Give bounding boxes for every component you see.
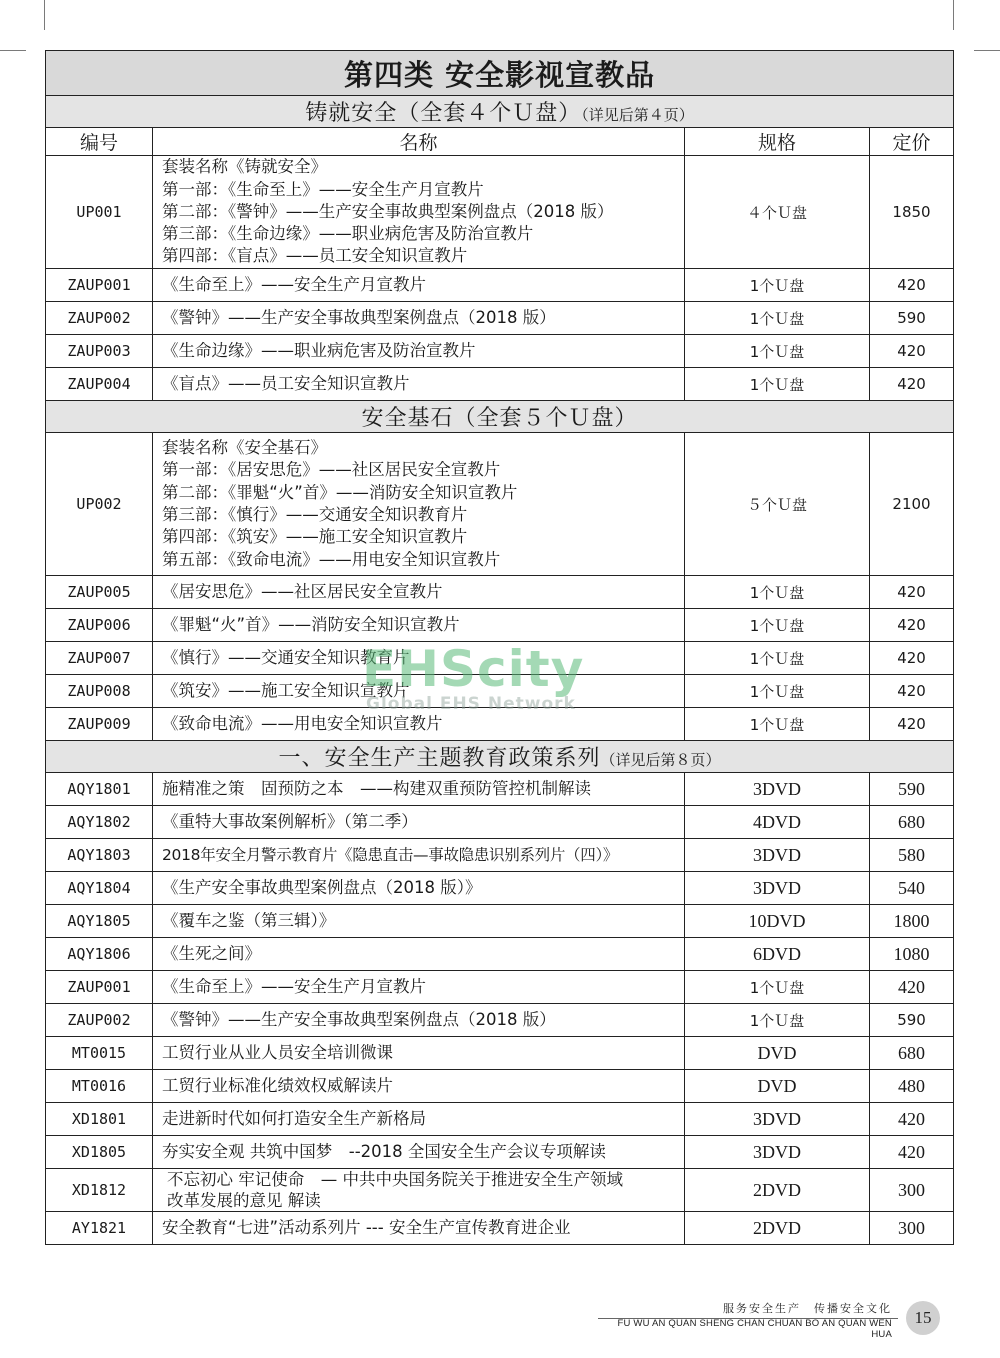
set-line: 第四部：《筑安》——施工安全知识宣教片 bbox=[162, 527, 468, 547]
table-row bbox=[46, 269, 954, 302]
product-code: XD1812 bbox=[46, 1169, 153, 1212]
product-price: 2100 bbox=[870, 433, 954, 576]
product-name: 《慎行》——交通安全知识教育片 bbox=[153, 642, 685, 675]
product-code: UP002 bbox=[46, 433, 153, 576]
table-row bbox=[46, 675, 954, 708]
table-row bbox=[46, 335, 954, 368]
product-name: 《致命电流》——用电安全知识宣教片 bbox=[153, 708, 685, 741]
set-line: 第四部：《盲点》——员工安全知识宣教片 bbox=[162, 246, 468, 266]
watermark-tagline: Global EHS Network bbox=[366, 694, 576, 714]
product-price: 590 bbox=[870, 302, 954, 335]
product-spec: 3DVD bbox=[685, 839, 870, 872]
product-spec: 2DVD bbox=[685, 1212, 870, 1245]
table-row bbox=[46, 905, 954, 938]
name-line: 不忘初心 牢记使命 — 中共中央国务院关于推进安全生产领域 bbox=[167, 1170, 623, 1189]
product-price: 1080 bbox=[870, 938, 954, 971]
name-line: 改革发展的意见 解读 bbox=[167, 1191, 321, 1210]
product-spec: ５个Ｕ盘 bbox=[685, 433, 870, 576]
section-header-row bbox=[46, 96, 954, 128]
product-price: 1800 bbox=[870, 905, 954, 938]
product-name: 工贸行业标准化绩效权威解读片 bbox=[153, 1070, 685, 1103]
table-row bbox=[46, 302, 954, 335]
product-code: ZAUP009 bbox=[46, 708, 153, 741]
product-price: 300 bbox=[870, 1212, 954, 1245]
table-row bbox=[46, 708, 954, 741]
product-spec: 1个Ｕ盘 bbox=[685, 302, 870, 335]
set-line: 第三部：《慎行》——交通安全知识教育片 bbox=[162, 505, 468, 524]
product-code: ZAUP001 bbox=[46, 269, 153, 302]
set-line: 第五部：《致命电流》——用电安全知识宣教片 bbox=[162, 549, 501, 569]
product-name: 《生命至上》——安全生产月宣教片 bbox=[153, 269, 685, 302]
table-row bbox=[46, 872, 954, 905]
column-header-price: 定价 bbox=[870, 128, 954, 156]
product-price: 420 bbox=[870, 269, 954, 302]
table-row bbox=[46, 839, 954, 872]
product-price: 420 bbox=[870, 368, 954, 401]
product-code: ZAUP008 bbox=[46, 675, 153, 708]
product-spec: ４个Ｕ盘 bbox=[685, 156, 870, 269]
product-spec: 2DVD bbox=[685, 1169, 870, 1212]
table-row bbox=[46, 642, 954, 675]
table-row bbox=[46, 1004, 954, 1037]
product-name bbox=[153, 433, 685, 576]
table-row bbox=[46, 773, 954, 806]
product-price: 420 bbox=[870, 1136, 954, 1169]
section-header-row bbox=[46, 401, 954, 433]
product-code: MT0016 bbox=[46, 1070, 153, 1103]
product-code: AQY1804 bbox=[46, 872, 153, 905]
product-price: 300 bbox=[870, 1169, 954, 1212]
product-price: 420 bbox=[870, 971, 954, 1004]
product-price: 420 bbox=[870, 1103, 954, 1136]
product-code: ZAUP004 bbox=[46, 368, 153, 401]
product-spec: 1个Ｕ盘 bbox=[685, 971, 870, 1004]
product-name: 《生产安全事故典型案例盘点（2018 版）》 bbox=[153, 872, 685, 905]
section-note: （详见后第８页） bbox=[600, 751, 721, 769]
product-spec: 3DVD bbox=[685, 773, 870, 806]
table-row bbox=[46, 1212, 954, 1245]
product-spec: 3DVD bbox=[685, 1103, 870, 1136]
set-line: 第二部：《罪魁“火”首》——消防安全知识宣教片 bbox=[162, 482, 518, 502]
table-row bbox=[46, 156, 954, 269]
product-code: MT0015 bbox=[46, 1037, 153, 1070]
product-price: 420 bbox=[870, 576, 954, 609]
product-spec: 1个Ｕ盘 bbox=[685, 368, 870, 401]
product-code: ZAUP003 bbox=[46, 335, 153, 368]
set-line: 第二部：《警钟》——生产安全事故典型案例盘点（2018 版） bbox=[162, 201, 614, 221]
product-name: 《生死之间》 bbox=[153, 938, 685, 971]
section-header-row bbox=[46, 741, 954, 773]
section-title bbox=[46, 741, 954, 773]
set-line: 套装名称《铸就安全》 bbox=[162, 157, 327, 177]
product-name: 《警钟》——生产安全事故典型案例盘点（2018 版） bbox=[153, 302, 685, 335]
product-spec: 1个Ｕ盘 bbox=[685, 1004, 870, 1037]
column-header-code: 编号 bbox=[46, 128, 153, 156]
product-code: ZAUP001 bbox=[46, 971, 153, 1004]
product-spec: DVD bbox=[685, 1070, 870, 1103]
product-price: 1850 bbox=[870, 156, 954, 269]
product-name: 工贸行业从业人员安全培训微课 bbox=[153, 1037, 685, 1070]
product-name: 《生命边缘》——职业病危害及防治宣教片 bbox=[153, 335, 685, 368]
product-code: AQY1801 bbox=[46, 773, 153, 806]
product-spec: 6DVD bbox=[685, 938, 870, 971]
product-code: ZAUP006 bbox=[46, 609, 153, 642]
table-row bbox=[46, 971, 954, 1004]
product-code: AQY1802 bbox=[46, 806, 153, 839]
product-code: XD1801 bbox=[46, 1103, 153, 1136]
product-name: 安全教育“七进”活动系列片 --- 安全生产宣传教育进企业 bbox=[153, 1212, 685, 1245]
table-row bbox=[46, 1169, 954, 1212]
product-name bbox=[153, 1169, 685, 1212]
product-code: XD1805 bbox=[46, 1136, 153, 1169]
product-spec: 10DVD bbox=[685, 905, 870, 938]
product-price: 590 bbox=[870, 1004, 954, 1037]
product-spec: 3DVD bbox=[685, 1136, 870, 1169]
section-title-text: 铸就安全（全套４个Ｕ盘） bbox=[305, 101, 582, 126]
table-row bbox=[46, 609, 954, 642]
product-spec: 1个Ｕ盘 bbox=[685, 576, 870, 609]
product-spec: 1个Ｕ盘 bbox=[685, 269, 870, 302]
product-name: 2018年安全月警示教育片《隐患直击—事故隐患识别系列片（四）》 bbox=[153, 839, 685, 872]
table-row bbox=[46, 1136, 954, 1169]
product-spec: 1个Ｕ盘 bbox=[685, 642, 870, 675]
product-name: 《居安思危》——社区居民安全宣教片 bbox=[153, 576, 685, 609]
product-name: 《筑安》——施工安全知识宣教片 bbox=[153, 675, 685, 708]
table-row bbox=[46, 938, 954, 971]
product-name: 《生命至上》——安全生产月宣教片 bbox=[153, 971, 685, 1004]
section-note: （详见后第４页） bbox=[581, 106, 694, 124]
table-row bbox=[46, 806, 954, 839]
set-line: 套装名称《安全基石》 bbox=[162, 438, 327, 458]
product-name: 《覆车之鉴（第三辑）》 bbox=[153, 905, 685, 938]
set-line: 第一部：《生命至上》——安全生产月宣教片 bbox=[162, 179, 484, 199]
product-price: 680 bbox=[870, 1037, 954, 1070]
page-title-row bbox=[46, 51, 954, 96]
product-name: 《罪魁“火”首》——消防安全知识宣教片 bbox=[153, 609, 685, 642]
crop-mark bbox=[0, 50, 26, 51]
column-header-row bbox=[46, 128, 954, 156]
crop-mark bbox=[953, 0, 954, 30]
section-title bbox=[46, 96, 954, 128]
product-price: 420 bbox=[870, 675, 954, 708]
product-price: 420 bbox=[870, 708, 954, 741]
product-name: 《重特大事故案例解析》（第二季） bbox=[153, 806, 685, 839]
product-name bbox=[153, 156, 685, 269]
product-price: 420 bbox=[870, 642, 954, 675]
product-spec: 3DVD bbox=[685, 872, 870, 905]
product-code: AQY1803 bbox=[46, 839, 153, 872]
product-spec: 1个Ｕ盘 bbox=[685, 335, 870, 368]
product-code: AY1821 bbox=[46, 1212, 153, 1245]
section-title: 安全基石（全套５个Ｕ盘） bbox=[46, 401, 954, 433]
footer-slogan: 服务安全生产 传播安全文化 bbox=[723, 1302, 892, 1315]
product-code: UP001 bbox=[46, 156, 153, 269]
footer-slogan-block bbox=[723, 1300, 892, 1316]
product-spec: 1个Ｕ盘 bbox=[685, 675, 870, 708]
column-header-name: 名称 bbox=[153, 128, 685, 156]
table-row bbox=[46, 368, 954, 401]
product-name: 施精准之策 固预防之本 ——构建双重预防管控机制解读 bbox=[153, 773, 685, 806]
product-price: 680 bbox=[870, 806, 954, 839]
product-name: 走进新时代如何打造安全生产新格局 bbox=[153, 1103, 685, 1136]
product-code: ZAUP007 bbox=[46, 642, 153, 675]
set-line: 第一部：《居安思危》——社区居民安全宣教片 bbox=[162, 460, 501, 480]
product-code: ZAUP005 bbox=[46, 576, 153, 609]
table-row bbox=[46, 1037, 954, 1070]
product-spec: 1个Ｕ盘 bbox=[685, 708, 870, 741]
product-price: 580 bbox=[870, 839, 954, 872]
product-price: 420 bbox=[870, 609, 954, 642]
section-title-text: 一、安全生产主题教育政策系列 bbox=[278, 746, 601, 771]
table-row bbox=[46, 1070, 954, 1103]
crop-mark bbox=[974, 50, 1000, 51]
table-row bbox=[46, 576, 954, 609]
product-spec: 4DVD bbox=[685, 806, 870, 839]
footer-pinyin: FU WU AN QUAN SHENG CHAN CHUAN BO AN QUAN WEN HUA bbox=[617, 1318, 892, 1340]
column-header-spec: 规格 bbox=[685, 128, 870, 156]
product-spec: DVD bbox=[685, 1037, 870, 1070]
page-number: 15 bbox=[906, 1301, 940, 1335]
product-price: 590 bbox=[870, 773, 954, 806]
page-title: 第四类 安全影视宣教品 bbox=[46, 51, 954, 96]
product-code: AQY1806 bbox=[46, 938, 153, 971]
product-name: 夯实安全观 共筑中国梦 --2018 全国安全生产会议专项解读 bbox=[153, 1136, 685, 1169]
product-spec: 1个Ｕ盘 bbox=[685, 609, 870, 642]
product-name: 《警钟》——生产安全事故典型案例盘点（2018 版） bbox=[153, 1004, 685, 1037]
product-code: ZAUP002 bbox=[46, 1004, 153, 1037]
product-code: AQY1805 bbox=[46, 905, 153, 938]
product-price: 540 bbox=[870, 872, 954, 905]
table-row bbox=[46, 433, 954, 576]
product-code: ZAUP002 bbox=[46, 302, 153, 335]
catalog-table bbox=[45, 50, 954, 1245]
product-price: 480 bbox=[870, 1070, 954, 1103]
table-row bbox=[46, 1103, 954, 1136]
product-name: 《盲点》——员工安全知识宣教片 bbox=[153, 368, 685, 401]
crop-mark bbox=[44, 0, 45, 30]
watermark-brand: EHScity bbox=[362, 640, 585, 698]
set-line: 第三部：《生命边缘》——职业病危害及防治宣教片 bbox=[162, 224, 534, 244]
product-price: 420 bbox=[870, 335, 954, 368]
